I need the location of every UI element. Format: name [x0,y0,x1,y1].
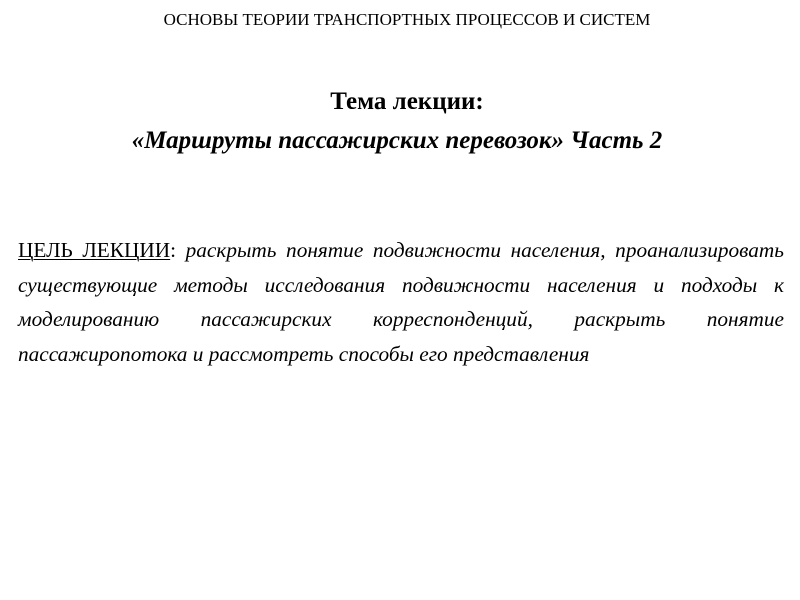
course-title: ОСНОВЫ ТЕОРИИ ТРАНСПОРТНЫХ ПРОЦЕССОВ И СИСТЕМ [163,10,651,29]
lecture-title: «Маршруты пассажирских перевозок» Часть 2 [131,127,663,154]
goal-label: ЦЕЛЬ ЛЕКЦИИ [18,238,171,262]
goal-separator: : [170,238,177,262]
lecture-goal [18,233,784,371]
goal-text: раскрыть понятие подвижности населения, проанализировать существующие методы исследования подвижности населения и подходы к моделированию пассажирских корреспонденций, раскрыть понятие пассажиропотока и рассмотреть способы его представления [18,238,784,366]
topic-label: Тема лекции: [330,88,484,115]
